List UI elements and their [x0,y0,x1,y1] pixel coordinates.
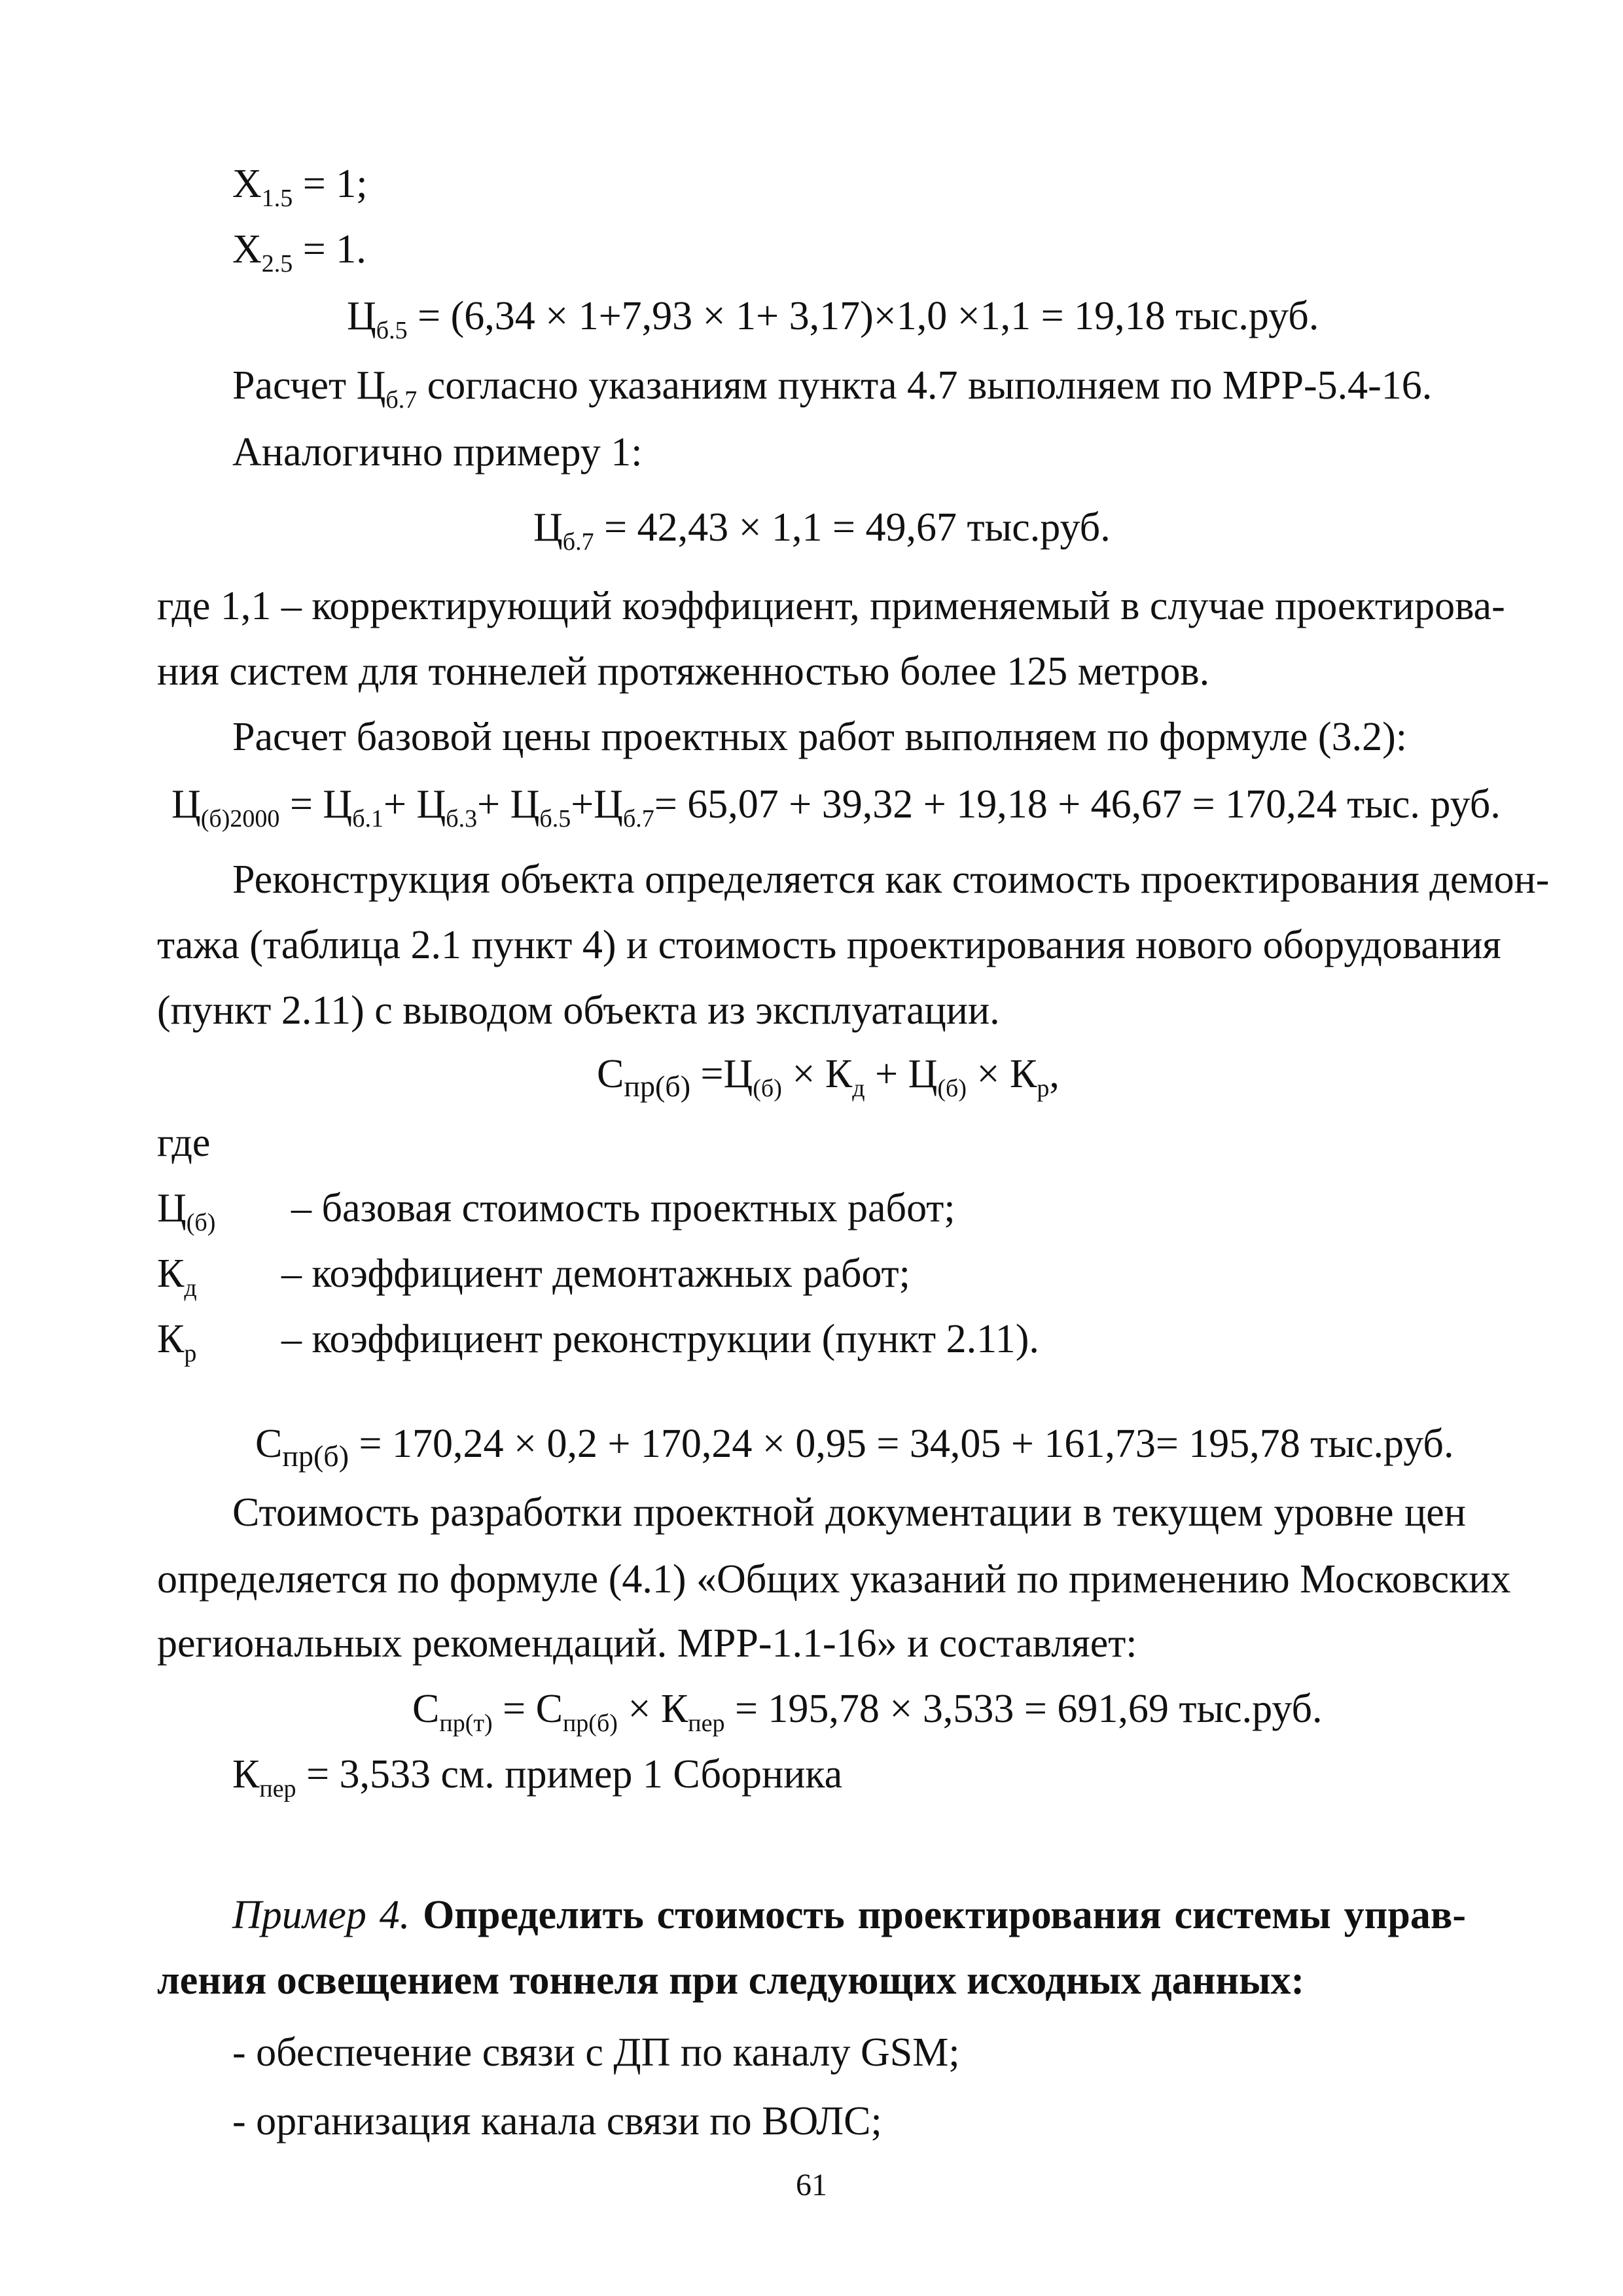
paragraph-base-price: Расчет базовой цены проектных работ выполняем по формуле (3.2): [232,715,1407,759]
paragraph-dev-line2: определяется по формуле (4.1) «Общих указаний по применению Московских [157,1557,1511,1602]
eq-text: = 1; [293,162,368,206]
eq-text: Ц [533,505,563,550]
eq-text: = 42,43 × 1,1 = 49,67 тыс.руб. [594,505,1111,550]
example4-heading-line1 [232,1895,1466,1935]
eq-text: = С [492,1687,563,1731]
paragraph-calc-cb7 [232,363,1433,414]
eq-text: = (6,34 × 1+7,93 × 1+ 3,17)×1,0 ×1,1 = 19,18 тыс.руб. [407,294,1319,338]
paragraph-analog: Аналогично примеру 1: [232,430,643,475]
def-sym-text: К [157,1317,185,1361]
definition-item [157,1188,1466,1234]
eq-sub: 1.5 [261,185,293,212]
eq-text: , [1049,1052,1060,1096]
eq-text: = 1. [293,227,366,272]
eq-text: = 65,07 + 39,32 + 19,18 + 46,67 = 170,24 тыс. руб. [654,782,1501,827]
equation-cb7 [533,505,1111,556]
def-sym-text: К [157,1251,185,1296]
kper-text: К [232,1752,260,1797]
eq-sub: пер [688,1710,725,1737]
equation-cpr [597,1052,1060,1103]
def-sym-sub: (б) [186,1209,216,1236]
example-title-cont: ления освещением тоннеля при следующих исходных данных: [157,1958,1305,2003]
eq-sub: (б) [937,1075,967,1102]
eq-text: С [255,1422,283,1466]
eq-sub: б.1 [352,805,384,833]
def-sym-sub: р [184,1340,197,1367]
eq-text: + Ц [383,782,446,827]
eq-text: С [597,1052,624,1096]
eq-sub: пр(б) [282,1439,349,1473]
eq-text: Ц [347,294,376,338]
eq-text: = Ц [279,782,353,827]
kper-text: = 3,533 см. пример 1 Сборника [296,1752,843,1797]
para-text: Расчет Ц [232,363,386,408]
eq-text: × К [617,1687,688,1731]
definition-item [157,1319,1466,1365]
eq-text: + Ц [477,782,540,827]
def-sym-text: Ц [157,1186,187,1230]
eq-sub: б.7 [562,528,594,556]
eq-text: + Ц [865,1052,938,1096]
definition-text: – коэффициент реконструкции (пункт 2.11). [281,1317,1039,1361]
equation-x15 [232,162,368,212]
eq-sub: (б)2000 [200,805,280,833]
para-text: согласно указаниям пункта 4.7 выполняем по МРР-5.4-16. [417,363,1433,408]
equation-cpr-value [255,1422,1454,1473]
paragraph-where-line1: где 1,1 – корректирующий коэффициент, применяемый в случае проектирова- [157,584,1505,628]
eq-text: × К [967,1052,1037,1096]
eq-sub: б.3 [446,805,478,833]
page-number: 61 [796,2168,827,2202]
paragraph-dev-line3: региональных рекомендаций. МРР-1.1-16» и составляет: [157,1621,1137,1666]
definition-symbol [157,1317,197,1367]
eq-text: X [232,162,262,206]
eq-text: = 170,24 × 0,2 + 170,24 × 0,95 = 34,05 + 161,73= 195,78 тыс.руб. [349,1422,1454,1466]
equation-cprt [412,1687,1323,1737]
definition-symbol [157,1251,197,1302]
list-item: - обеспечение связи с ДП по каналу GSM; [232,2030,960,2075]
equation-x25 [232,227,366,278]
kper-sub: пер [259,1775,296,1803]
paragraph-recon-line1: Реконструкция объекта определяется как стоимость проектирования демон- [232,857,1550,902]
kper-note [232,1752,843,1803]
eq-sub: б.5 [376,317,408,344]
list-item: - организация канала связи по ВОЛС; [232,2099,882,2144]
definition-text: – коэффициент демонтажных работ; [281,1251,910,1296]
example4-heading-line2 [157,1960,1304,2001]
eq-sub: пр(т) [439,1710,493,1737]
eq-text: = 195,78 × 3,533 = 691,69 тыс.руб. [724,1687,1323,1731]
definition-item [157,1251,1466,1302]
eq-text: =Ц [690,1052,753,1096]
definition-text: – базовая стоимость проектных работ; [291,1186,955,1230]
example-label: Пример 4. [232,1893,410,1937]
para-sub: б.7 [385,386,418,414]
eq-sub: б.7 [622,805,654,833]
eq-sub: б.5 [539,805,571,833]
definition-symbol [157,1186,216,1236]
where-label: где [157,1121,211,1165]
eq-text: × К [781,1052,853,1096]
eq-text: X [232,227,262,272]
def-sym-sub: д [184,1274,197,1302]
eq-text: Ц [171,782,201,827]
equation-cb5 [347,294,1319,344]
eq-text: +Ц [571,782,623,827]
example-title: Определить стоимость проектирования системы управ- [423,1893,1466,1937]
eq-sub: д [852,1075,865,1102]
eq-sub: р [1037,1075,1050,1102]
paragraph-where-line2: ния систем для тоннелей протяженностью более 125 метров. [157,649,1210,694]
eq-sub: пр(б) [624,1069,691,1103]
eq-sub: 2.5 [261,250,293,278]
paragraph-recon-line2: тажа (таблица 2.1 пункт 4) и стоимость проектирования нового оборудования [157,923,1501,967]
eq-sub: (б) [753,1075,782,1102]
equation-total [171,782,1501,833]
paragraph-recon-line3: (пункт 2.11) с выводом объекта из эксплуатации. [157,988,1000,1033]
eq-sub: пр(б) [562,1710,618,1737]
eq-text: С [412,1687,440,1731]
paragraph-dev-line1: Стоимость разработки проектной документации в текущем уровне цен [232,1490,1466,1535]
